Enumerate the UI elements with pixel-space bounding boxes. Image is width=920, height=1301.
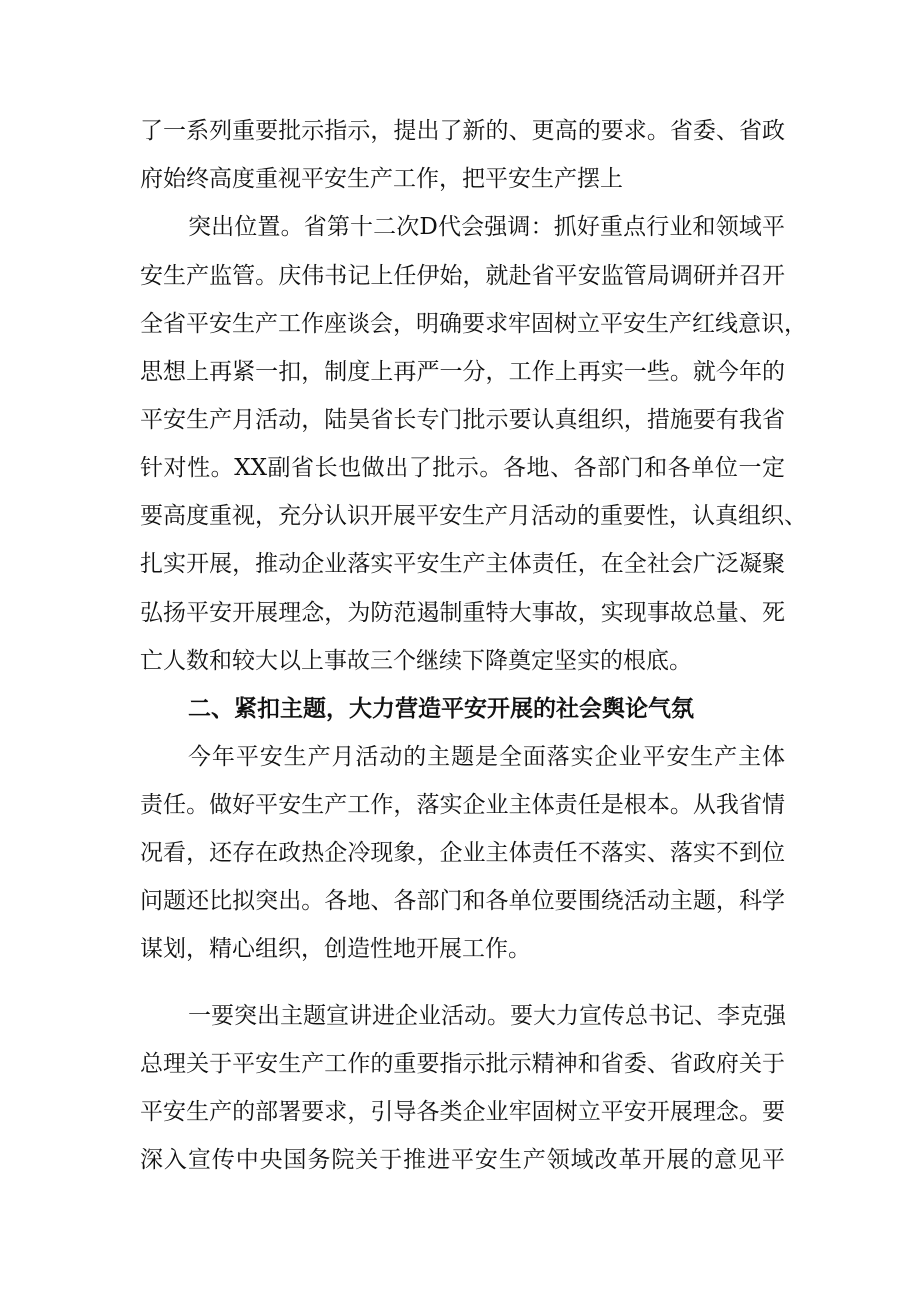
text-line: 深入宣传中央国务院关于推进平安生产领域改革开展的意见平 bbox=[140, 1147, 785, 1173]
text-line: 谋划，精心组织，创造性地开展工作。 bbox=[140, 936, 531, 962]
text-line: 况看，还存在政热企冷现象，企业主体责任不落实、落实不到位 bbox=[140, 840, 785, 866]
text-line: 府始终高度重视平安生产工作，把平安生产摆上 bbox=[140, 166, 623, 192]
text-line: 今年平安生产月活动的主题是全面落实企业平安生产主体 bbox=[188, 744, 785, 770]
text-line: 平安生产的部署要求，引导各类企业牢固树立平安开展理念。要 bbox=[140, 1099, 785, 1125]
text-line: 要高度重视，充分认识开展平安生产月活动的重要性，认真组织、 bbox=[140, 503, 807, 529]
text-line: 弘扬平安开展理念，为防范遏制重特大事故，实现事故总量、死 bbox=[140, 600, 785, 626]
text-line: 总理关于平安生产工作的重要指示批示精神和省委、省政府关于 bbox=[140, 1051, 785, 1077]
text-line: 扎实开展，推动企业落实平安生产主体责任，在全社会广泛凝聚 bbox=[140, 551, 785, 577]
text-line: 平安生产月活动，陆昊省长专门批示要认真组织，措施要有我省 bbox=[140, 407, 785, 433]
text-line: 思想上再紧一扣，制度上再严一分，工作上再实一些。就今年的 bbox=[140, 359, 785, 385]
text-line: 安生产监管。庆伟书记上任伊始，就赴省平安监管局调研并召开 bbox=[140, 263, 785, 289]
text-line: 突出位置。省第十二次D代会强调：抓好重点行业和领域平 bbox=[188, 214, 785, 240]
text-line: 责任。做好平安生产工作，落实企业主体责任是根本。从我省情 bbox=[140, 792, 785, 818]
text-line: 全省平安生产工作座谈会，明确要求牢固树立平安生产红线意识， bbox=[140, 311, 807, 337]
text-line: 一要突出主题宣讲进企业活动。要大力宣传总书记、李克强 bbox=[188, 1003, 786, 1029]
text-line: 亡人数和较大以上事故三个继续下降奠定坚实的根底。 bbox=[140, 648, 692, 674]
text-line: 针对性。XX副省长也做出了批示。各地、各部门和各单位一定 bbox=[140, 455, 785, 481]
text-line: 了一系列重要批示指示，提出了新的、更高的要求。省委、省政 bbox=[140, 118, 785, 144]
section-heading: 二、紧扣主题，大力营造平安开展的社会舆论气氛 bbox=[188, 695, 694, 722]
text-line: 问题还比拟突出。各地、各部门和各单位要围绕活动主题，科学 bbox=[140, 888, 785, 914]
